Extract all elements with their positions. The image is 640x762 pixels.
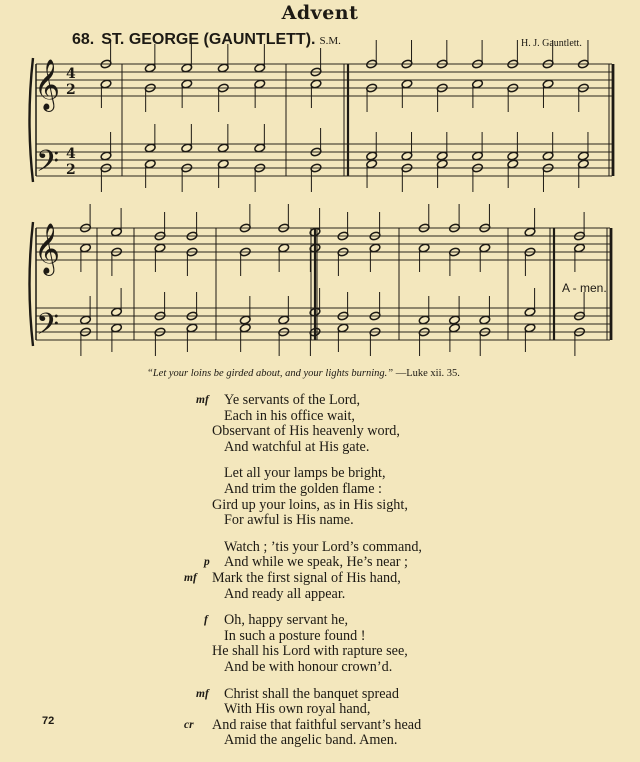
verse-line-text: Mark the first signal of His hand, (212, 569, 401, 586)
section-header: Advent (281, 2, 359, 24)
time-sig-bottom: 2 (66, 82, 76, 98)
verse-line (0, 409, 640, 425)
verse-line (0, 424, 640, 440)
amen-label: A - men. (562, 281, 607, 295)
bass-clef-icon: 𝄢 (36, 145, 60, 186)
verse (0, 613, 640, 675)
time-sig-top: 4 (66, 66, 76, 82)
verse-line (0, 702, 640, 718)
epigraph-quote: “Let your loins be girded about, and your lights burning.” (147, 368, 394, 379)
page-number: 72 (42, 715, 55, 727)
verse-line-text: And ready all appear. (224, 585, 346, 602)
dynamic-marking: mf (196, 394, 209, 406)
hymn-meter: S.M. (319, 35, 341, 47)
verse-line-text: Christ shall the banquet spread (224, 685, 399, 702)
verse-line (0, 587, 640, 603)
treble-clef-icon: 𝄞 (34, 223, 61, 274)
verse-line-text: And while we speak, He’s near ; (224, 554, 408, 571)
verse-line-text: Each in his office wait, (224, 407, 355, 424)
barlines (30, 58, 614, 346)
verse (0, 540, 640, 602)
dynamic-marking: f (204, 614, 208, 627)
composer-credit: H. J. Gauntlett. (521, 38, 582, 49)
verse-line-text: Let all your lamps be bright, (224, 465, 386, 482)
verse (0, 687, 640, 749)
time-sig-top: 4 (66, 146, 76, 162)
verse-line (0, 440, 640, 456)
bass-clef-icon: 𝄢 (36, 308, 60, 349)
verse-line (0, 498, 640, 514)
verse-line (0, 466, 640, 482)
dynamic-marking: mf (184, 571, 197, 584)
verse-line (0, 555, 640, 571)
brace-icon (30, 58, 34, 182)
verse (0, 466, 640, 528)
verse-line (0, 613, 640, 629)
epigraph-reference: —Luke xii. 35. (395, 368, 460, 379)
dynamic-marking: cr (184, 718, 194, 731)
music-score (0, 0, 640, 362)
clefs (34, 59, 60, 349)
verse-line (0, 660, 640, 676)
treble-clef-icon: 𝄞 (34, 59, 61, 110)
tune-name: ST. GEORGE (GAUNTLETT). (101, 31, 316, 48)
verse-line (0, 718, 640, 734)
verse-line-text: And raise that faithful servant’s head (212, 716, 422, 733)
verse-line-text: And be with honour crown’d. (224, 658, 393, 675)
verse-line-text: Amid the angelic band. Amen. (224, 732, 398, 749)
hymn-number: 68. (72, 31, 95, 48)
verse-line (0, 644, 640, 660)
verse-line-text: In such a posture found ! (224, 627, 366, 644)
dynamic-marking: p (204, 556, 210, 569)
verse-line-text: With His own royal hand, (224, 701, 371, 718)
verse-line-text: Oh, happy servant he, (224, 612, 349, 629)
brace-icon (30, 222, 34, 346)
verse-line-text: Observant of His heavenly word, (212, 423, 400, 440)
verse-line (0, 513, 640, 529)
verse-line (0, 540, 640, 556)
verse-line (0, 482, 640, 498)
verse-line-text: And trim the golden flame : (224, 480, 382, 497)
verse-line (0, 571, 640, 587)
time-signature (66, 66, 76, 178)
verse-line-text: And watchful at His gate. (224, 438, 370, 455)
time-sig-bottom: 2 (66, 162, 76, 178)
notes (80, 40, 590, 356)
verse-line-text: Ye servants of the Lord, (224, 392, 361, 408)
dynamic-marking: mf (196, 687, 209, 700)
verse-line (0, 393, 640, 409)
verse-line (0, 629, 640, 645)
verse-line-text: Gird up your loins, as in His sight, (212, 496, 408, 513)
verse-line (0, 687, 640, 703)
hymn-verses (0, 393, 640, 760)
verse-line-text: For awful is His name. (224, 512, 354, 529)
verse-line-text: Watch ; ’tis your Lord’s command, (224, 538, 422, 555)
epigraph (147, 368, 460, 379)
verse-line-text: He shall his Lord with rapture see, (212, 643, 408, 660)
verse-line (0, 733, 640, 749)
verse (0, 393, 640, 455)
